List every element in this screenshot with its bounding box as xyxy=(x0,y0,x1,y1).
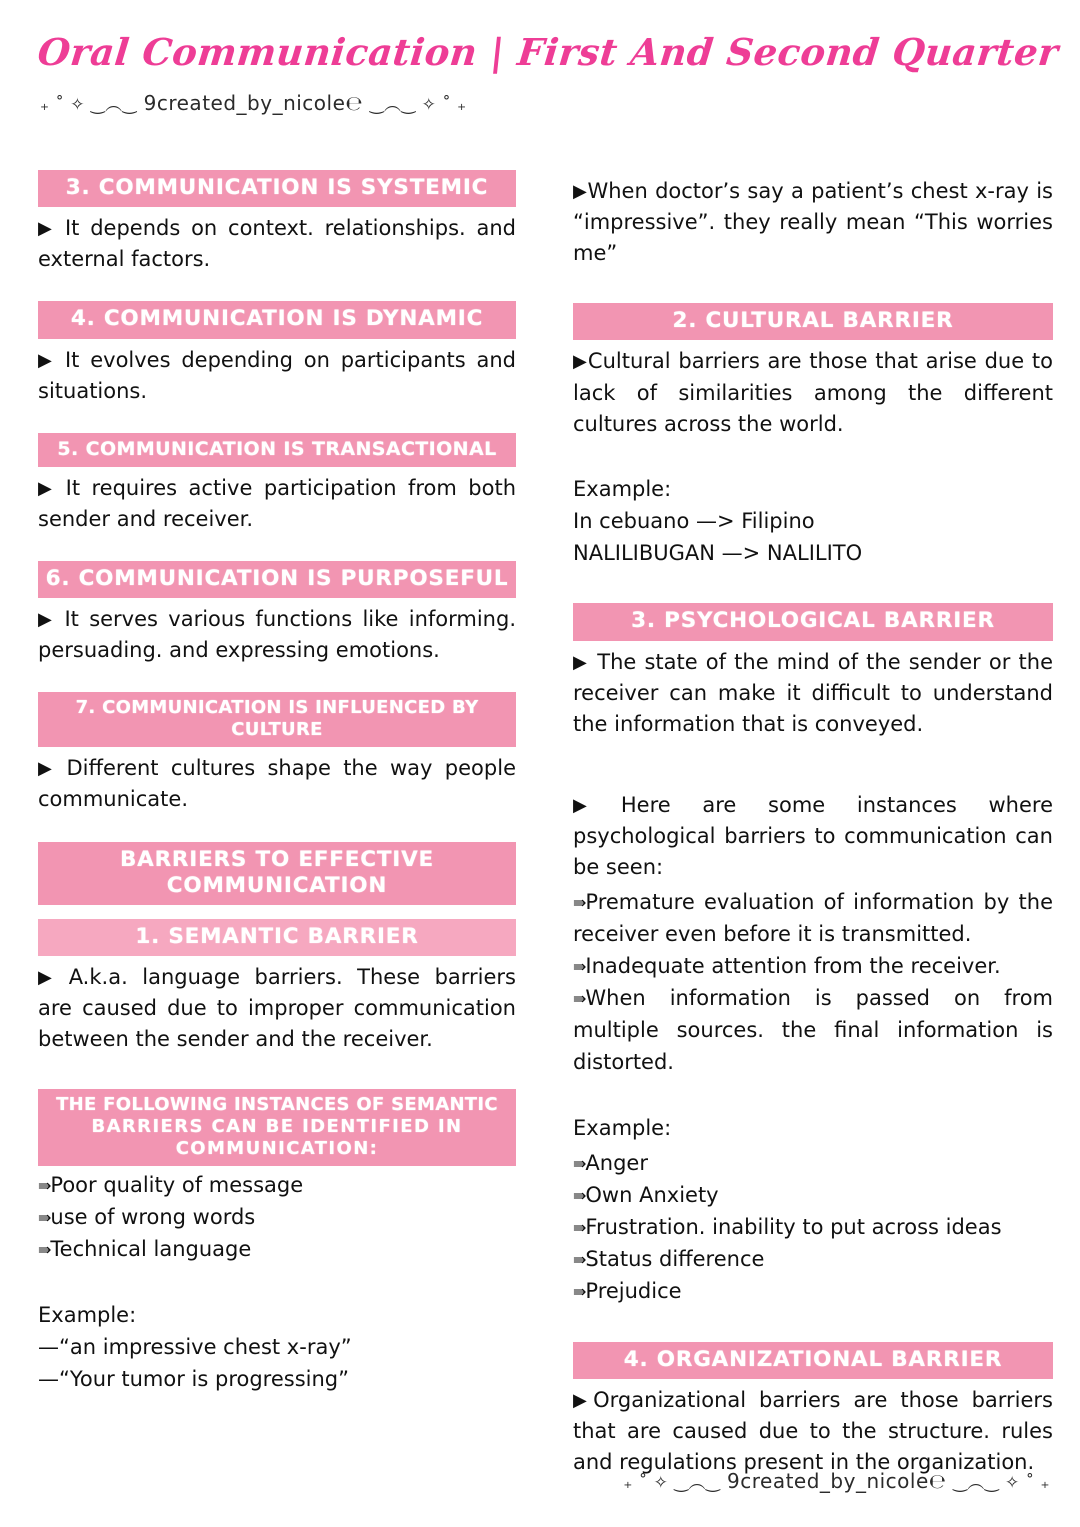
credit-deco-left: ₊ ˚ ✧ ‿︵‿ xyxy=(40,95,137,115)
section-heading-culture: 7. COMMUNICATION IS INFLUENCED BY CULTURE xyxy=(38,692,516,747)
arrow-bullet-icon: ⇛ xyxy=(573,1186,586,1206)
arrow-bullet-icon: ⇛ xyxy=(573,1250,586,1270)
psychological-instances-intro: ▶ Here are some instances where psychological barriers to communication can be seen: xyxy=(573,792,1053,880)
heading-semantic-instances-line1: THE FOLLOWING INSTANCES OF SEMANTIC xyxy=(56,1094,498,1116)
credit-deco-left: ₊ ˚ ✧ ‿︵‿ xyxy=(623,1473,721,1493)
triangle-bullet-icon: ▶ xyxy=(38,609,56,631)
arrow-bullet-icon: ⇛ xyxy=(573,956,586,976)
body-semantic-barrier: ▶ A.k.a. language barriers. These barriers are caused due to improper communication between the sender and the receiver. xyxy=(38,965,516,1052)
semantic-example-2: —“Your tumor is progressing” xyxy=(38,1366,350,1391)
body-cultural-barrier: ▶Cultural barriers are those that arise due to lack of similarities among the different cultures across the world. xyxy=(573,349,1053,436)
body-organizational-barrier: ▶Organizational barriers are those barriers that are caused due to the structure. rules and regulations present in the organization. xyxy=(573,1388,1054,1475)
list-item: ⇛Inadequate attention from the receiver. xyxy=(573,953,1001,978)
section-body-transactional: ▶ It requires active participation from both sender and receiver. xyxy=(38,475,516,531)
cultural-example-line-1: In cebuano —> Filipino xyxy=(573,508,815,533)
list-item: ⇛Technical language xyxy=(38,1237,252,1262)
triangle-bullet-icon: ▶ xyxy=(38,967,60,989)
cultural-example-label: Example: xyxy=(573,476,672,501)
list-item: ⇛Premature evaluation of information by the receiver even before it is transmitted. xyxy=(573,890,1053,946)
right-column xyxy=(573,170,1053,1478)
credit-deco-right: ‿︵‿ ✧ ˚ ₊ xyxy=(369,95,467,115)
section-heading-transactional: 5. COMMUNICATION IS TRANSACTIONAL xyxy=(38,433,516,467)
triangle-bullet-icon: ▶ xyxy=(38,349,56,371)
body-doctor-example: ▶When doctor’s say a patient’s chest x-ray is “impressive”. they really mean “This worries me” xyxy=(573,179,1054,266)
list-item: ⇛Frustration. inability to put across ideas xyxy=(573,1215,1002,1240)
section-body-systemic: ▶ It depends on context. relationships. and external factors. xyxy=(38,216,516,272)
section-body-culture: ▶ Different cultures shape the way people communicate. xyxy=(38,756,516,812)
heading-semantic-instances-line2: BARRIERS CAN BE IDENTIFIED IN COMMUNICATION: xyxy=(91,1116,463,1160)
credit-bottom xyxy=(623,1468,1050,1493)
heading-barriers-to-effective-communication: BARRIERS TO EFFECTIVE COMMUNICATION xyxy=(38,842,516,905)
arrow-bullet-icon: ⇛ xyxy=(573,1218,586,1238)
list-item: ⇛Own Anxiety xyxy=(573,1183,719,1208)
section-heading-dynamic: 4. COMMUNICATION IS DYNAMIC xyxy=(38,301,516,338)
arrow-bullet-icon: ⇛ xyxy=(38,1176,51,1196)
section-heading-purposeful: 6. COMMUNICATION IS PURPOSEFUL xyxy=(38,561,516,598)
heading-psychological-barrier: 3. PSYCHOLOGICAL BARRIER xyxy=(573,603,1053,640)
body-psychological-barrier: ▶ The state of the mind of the sender or the receiver can make it difficult to understand the information that is conveyed. xyxy=(573,649,1054,736)
arrow-bullet-icon: ⇛ xyxy=(573,1282,586,1302)
triangle-bullet-icon: ▶ xyxy=(38,218,56,240)
list-item: ⇛use of wrong words xyxy=(38,1205,256,1230)
left-column xyxy=(38,170,516,1396)
list-item: ⇛Poor quality of message xyxy=(38,1173,304,1198)
section-heading-systemic: 3. COMMUNICATION IS SYSTEMIC xyxy=(38,170,516,207)
arrow-bullet-icon: ⇛ xyxy=(573,893,586,913)
list-item: ⇛When information is passed on from multiple sources. the final information is distorted. xyxy=(573,985,1053,1074)
list-item: ⇛Prejudice xyxy=(573,1279,682,1304)
credit-handle: 9created_by_nicole℮ xyxy=(727,1469,947,1493)
arrow-bullet-icon: ⇛ xyxy=(38,1240,51,1260)
cultural-example-line-2: NALILIBUGAN —> NALILITO xyxy=(573,540,863,565)
heading-semantic-instances xyxy=(38,1089,516,1166)
triangle-bullet-icon: ▶ xyxy=(573,794,612,816)
triangle-bullet-icon: ▶ xyxy=(573,351,588,373)
credit-handle: 9created_by_nicole℮ xyxy=(143,91,363,115)
triangle-bullet-icon: ▶ xyxy=(573,1390,594,1412)
credit-deco-right: ‿︵‿ ✧ ˚ ₊ xyxy=(953,1473,1050,1493)
page-title: Oral Communication | First And Second Quarter xyxy=(35,30,1061,74)
credit-top xyxy=(40,90,467,115)
section-body-purposeful: ▶ It serves various functions like informing. persuading. and expressing emotions. xyxy=(38,607,517,663)
heading-cultural-barrier: 2. CULTURAL BARRIER xyxy=(573,303,1053,340)
triangle-bullet-icon: ▶ xyxy=(38,758,58,780)
section-body-dynamic: ▶ It evolves depending on participants and situations. xyxy=(38,347,517,403)
list-item: ⇛Status difference xyxy=(573,1247,765,1272)
semantic-example-1: —“an impressive chest x-ray” xyxy=(38,1334,352,1359)
arrow-bullet-icon: ⇛ xyxy=(38,1208,51,1228)
arrow-bullet-icon: ⇛ xyxy=(573,1154,586,1174)
triangle-bullet-icon: ▶ xyxy=(573,651,589,673)
heading-semantic-barrier: 1. SEMANTIC BARRIER xyxy=(38,919,516,956)
list-item: ⇛Anger xyxy=(573,1151,648,1176)
psychological-examples-list xyxy=(573,1148,1053,1308)
triangle-bullet-icon: ▶ xyxy=(38,477,57,499)
semantic-example-label: Example: xyxy=(38,1302,137,1327)
semantic-instances-list xyxy=(38,1170,516,1266)
psychological-example-label: Example: xyxy=(573,1115,672,1140)
triangle-bullet-icon: ▶ xyxy=(573,181,588,202)
psychological-instances-list xyxy=(573,887,1053,1078)
arrow-bullet-icon: ⇛ xyxy=(573,988,586,1008)
heading-organizational-barrier: 4. ORGANIZATIONAL BARRIER xyxy=(573,1342,1053,1379)
